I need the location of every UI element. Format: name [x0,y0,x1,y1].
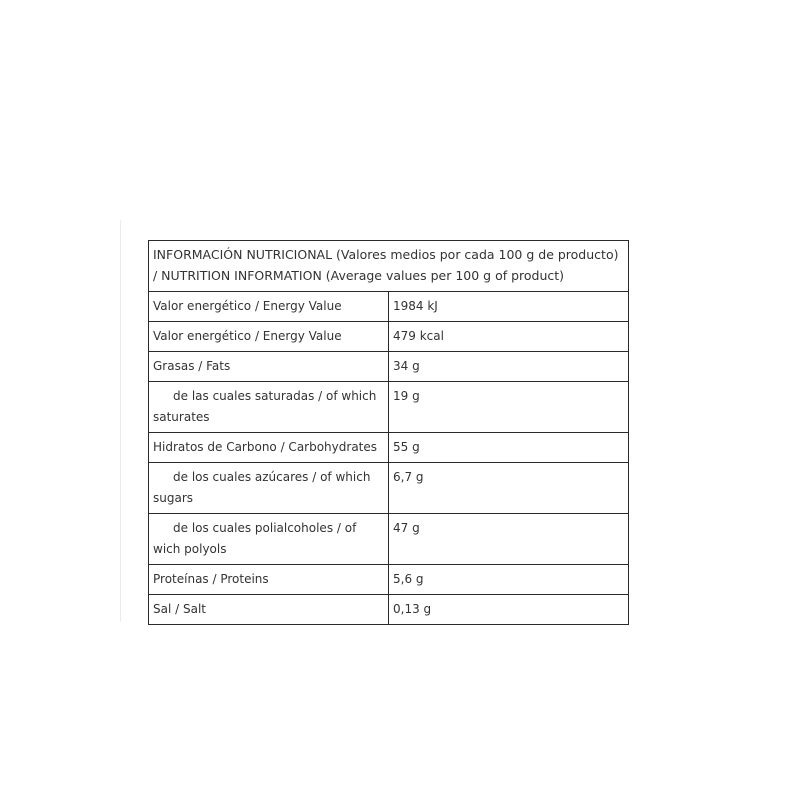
header-title-es: INFORMACIÓN NUTRICIONAL (Valores medios por cada 100 g de producto) [153,247,619,262]
nutrient-value: 19 g [389,382,629,433]
nutrient-value: 55 g [389,433,629,463]
table-row [149,595,629,625]
nutrient-label: Valor energético / Energy Value [149,322,389,352]
table-row [149,514,629,565]
nutrient-sublabel-text: de los cuales polialcoholes / of wich polyols [153,521,357,556]
table-row [149,463,629,514]
nutrient-label: Grasas / Fats [149,352,389,382]
nutrition-table [148,240,629,625]
table-row [149,382,629,433]
nutrient-sublabel [149,514,389,565]
nutrient-value: 47 g [389,514,629,565]
nutrient-sublabel-text: de las cuales saturadas / of which saturates [153,389,377,424]
nutrient-sublabel [149,463,389,514]
table-header-row [149,241,629,292]
header-title-en: / NUTRITION INFORMATION (Average values per 100 g of product) [153,268,565,283]
nutrient-label: Sal / Salt [149,595,389,625]
table-header-cell [149,241,629,292]
nutrient-label: Valor energético / Energy Value [149,292,389,322]
table-row [149,352,629,382]
nutrient-value: 6,7 g [389,463,629,514]
nutrient-sublabel [149,382,389,433]
nutrient-value: 34 g [389,352,629,382]
table-row [149,322,629,352]
nutrient-sublabel-text: de los cuales azúcares / of which sugars [153,470,371,505]
nutrient-value: 479 kcal [389,322,629,352]
nutrient-label: Hidratos de Carbono / Carbohydrates [149,433,389,463]
table-row [149,292,629,322]
nutrient-label: Proteínas / Proteins [149,565,389,595]
content-left-border [120,220,121,622]
nutrient-value: 5,6 g [389,565,629,595]
table-row [149,433,629,463]
nutrient-value: 0,13 g [389,595,629,625]
table-row [149,565,629,595]
nutrient-value: 1984 kJ [389,292,629,322]
